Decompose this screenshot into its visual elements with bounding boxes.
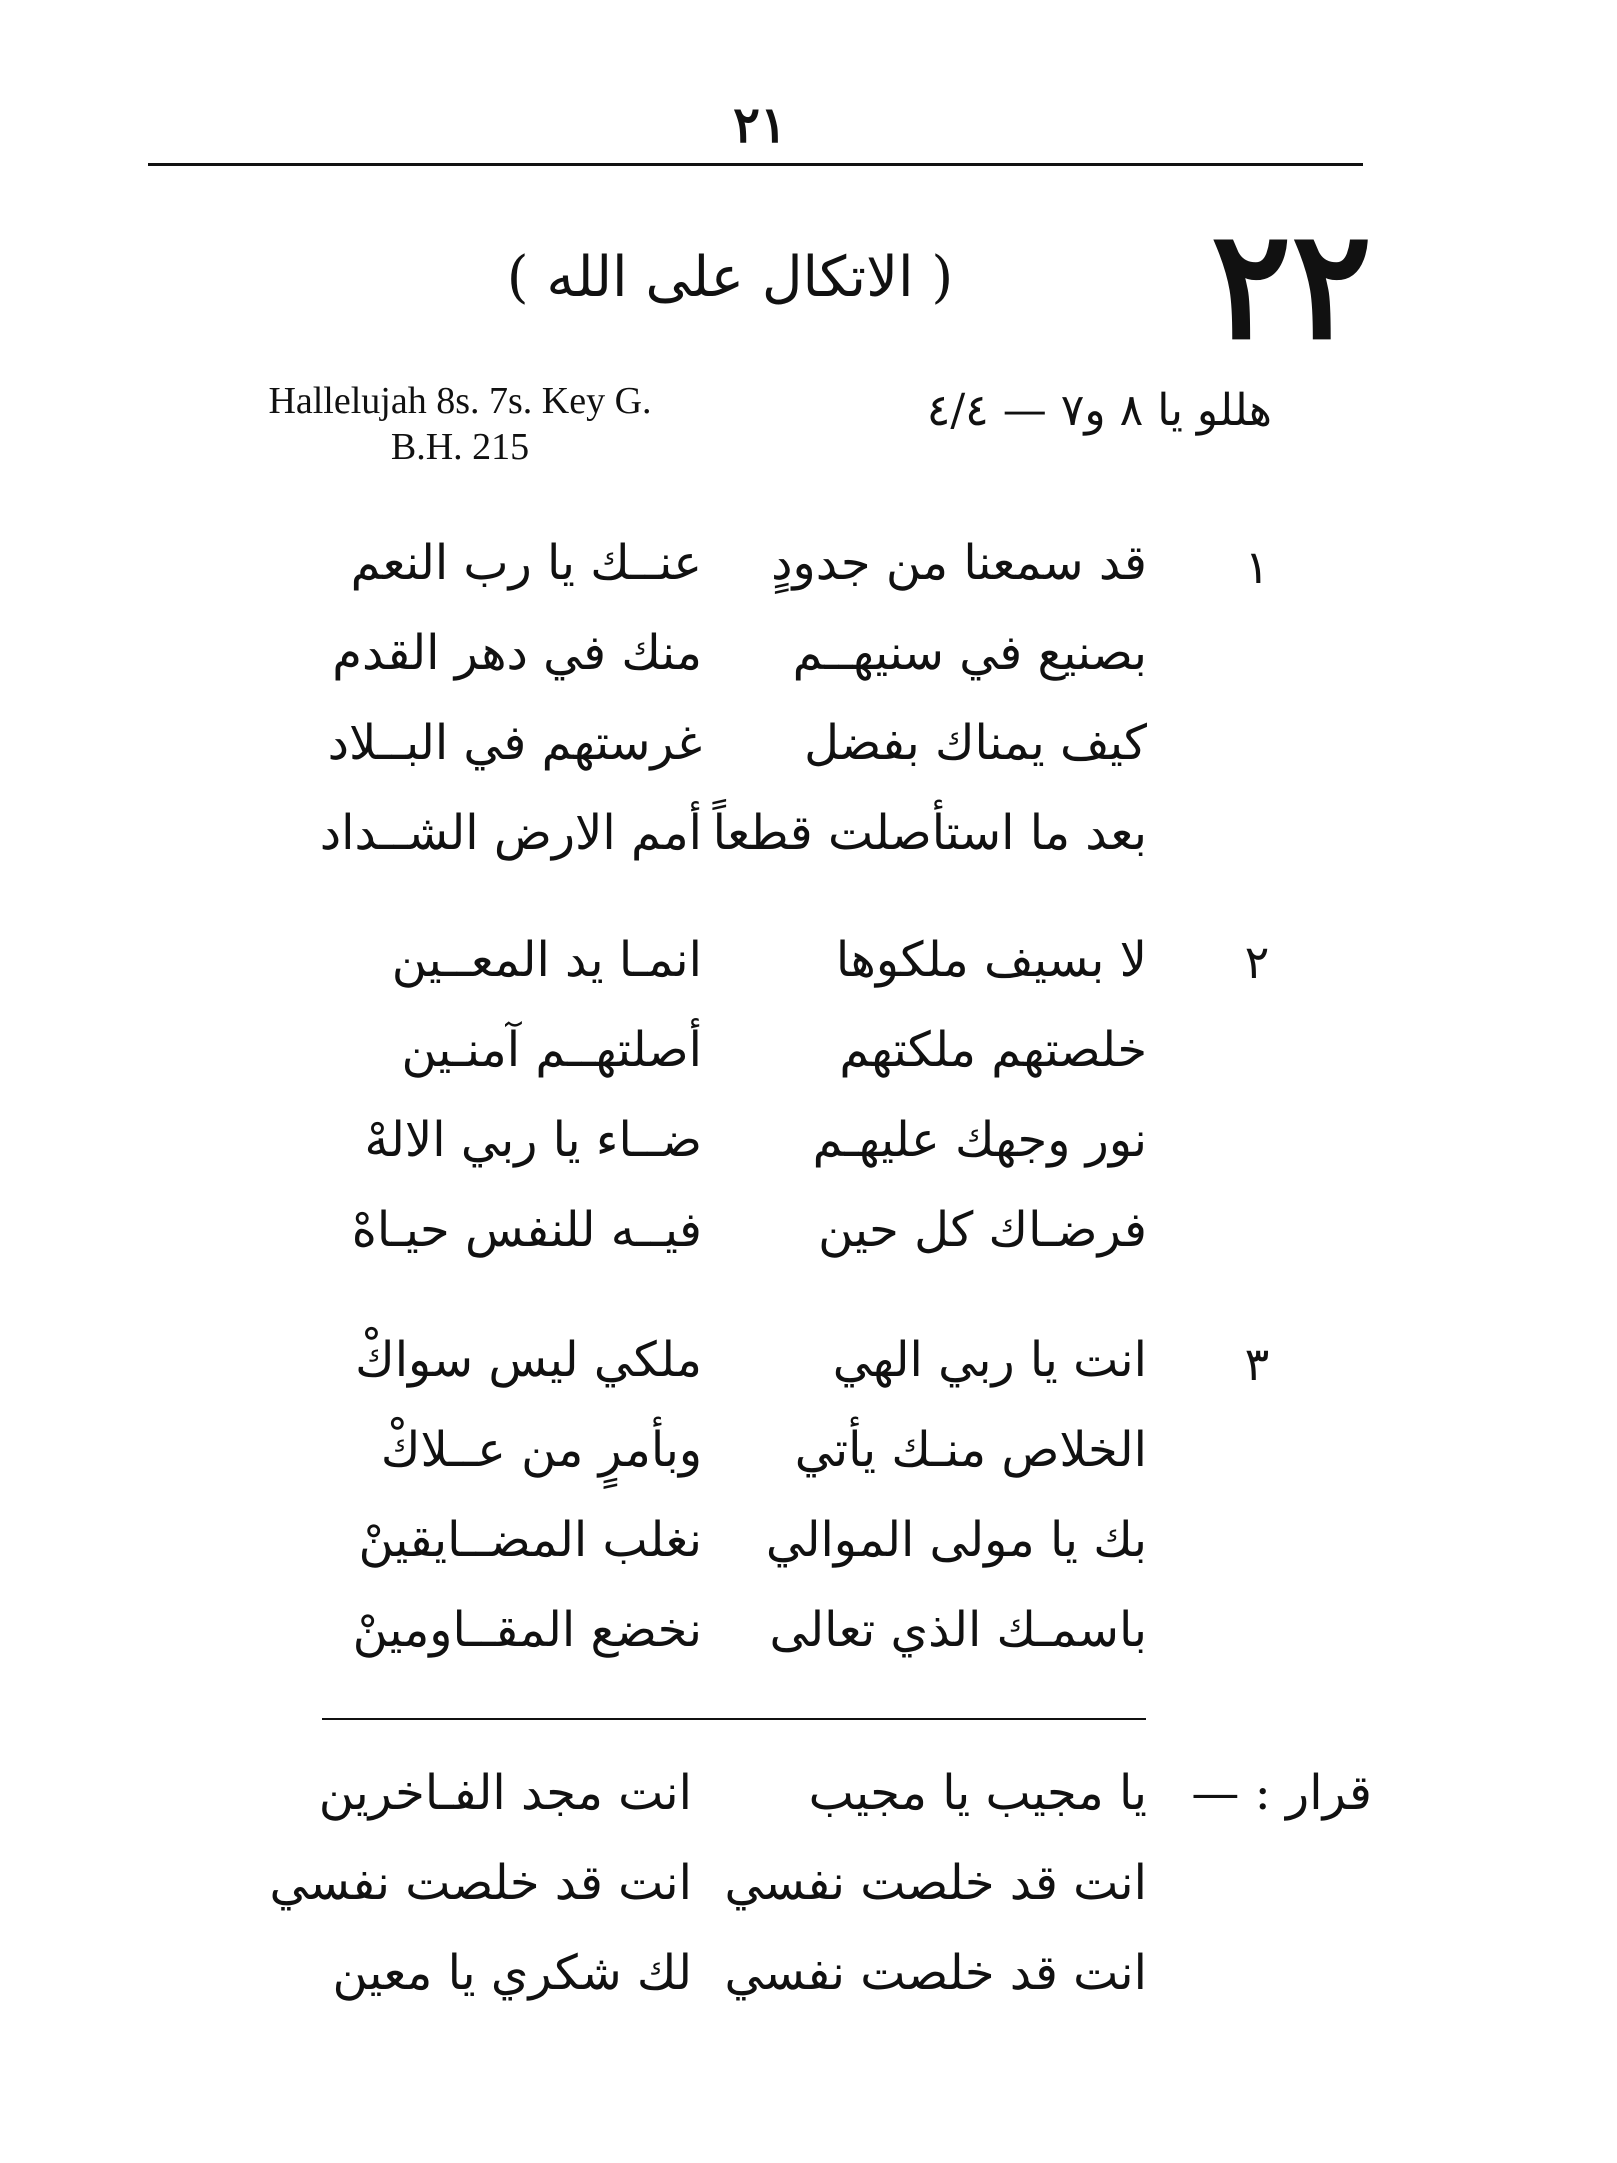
verse-line-second: أمم الارض الشــداد	[319, 805, 702, 861]
verse-line-second: ملكي ليس سواكْ	[355, 1332, 702, 1388]
verse-line-first: باسمـك الذي تعالى	[769, 1602, 1147, 1658]
verse-line-second: غرستهم في البــلاد	[327, 715, 702, 771]
chorus-label: قرار : —	[1191, 1765, 1372, 1821]
tune-name-line: Hallelujah 8s. 7s. Key G.	[268, 380, 652, 422]
chorus-line-second: انت قد خلصت نفسي	[269, 1855, 692, 1911]
verse-line-first: كيف يمناك بفضل	[804, 715, 1147, 771]
verse-line-first: لا بسيف ملكوها	[835, 932, 1147, 988]
chorus-line-second: انت مجد الفـاخرين	[318, 1765, 692, 1821]
verse-line-first: بك يا مولى الموالي	[765, 1512, 1147, 1568]
verse-number: ١	[1244, 540, 1270, 594]
verse-line-first: انت يا ربي الهي	[832, 1332, 1147, 1388]
verse-line-second: منك في دهر القدم	[332, 625, 702, 681]
chorus-line-second: لك شكري يا معين	[332, 1945, 692, 2001]
verse-number: ٣	[1244, 1337, 1270, 1391]
verse-line-first: بصنيع في سنيهــم	[792, 625, 1147, 681]
verse-line-second: وبأمرٍ من عــلاكْ	[380, 1422, 702, 1478]
verse-line-first: الخلاص منـك يأتي	[794, 1422, 1147, 1478]
verse-line-first: بعد ما استأصلت قطعاً	[712, 805, 1147, 861]
chorus-line-first: انت قد خلصت نفسي	[724, 1855, 1147, 1911]
verse-line-first: نور وجهك عليهـم	[812, 1112, 1147, 1168]
hymn-title: ( الاتكال على الله )	[506, 245, 954, 310]
verse-line-first: خلصتهم ملكتهم	[839, 1022, 1147, 1078]
tune-book-line: B.H. 215	[390, 426, 530, 468]
verse-number: ٢	[1244, 935, 1270, 989]
verse-line-second: عنــك يا رب النعم	[350, 535, 702, 591]
chorus-line-first: يا مجيب يا مجيب	[808, 1765, 1147, 1821]
verse-line-second: انمـا يد المعــين	[391, 932, 702, 988]
verse-line-second: أصلتهــم آمنـين	[401, 1022, 702, 1078]
chorus-line-first: انت قد خلصت نفسي	[724, 1945, 1147, 2001]
verse-line-first: قد سمعنا من جدودٍ	[771, 535, 1147, 591]
hymn-number: ٢٢	[1210, 197, 1372, 373]
verse-line-second: نخضع المقــاومينْ	[352, 1602, 702, 1658]
verse-line-first: فرضـاك كل حين	[818, 1202, 1147, 1258]
verse-line-second: ضــاء يا ربي الالهْ	[364, 1112, 702, 1168]
verse-line-second: نغلب المضــايقينْ	[358, 1512, 702, 1568]
page-number: ٢١	[733, 95, 787, 154]
tune-arabic: هللو يا ٨ و٧ — ٤/٤	[926, 385, 1272, 436]
verse-line-second: فيــه للنفس حيـاهْ	[351, 1202, 702, 1258]
